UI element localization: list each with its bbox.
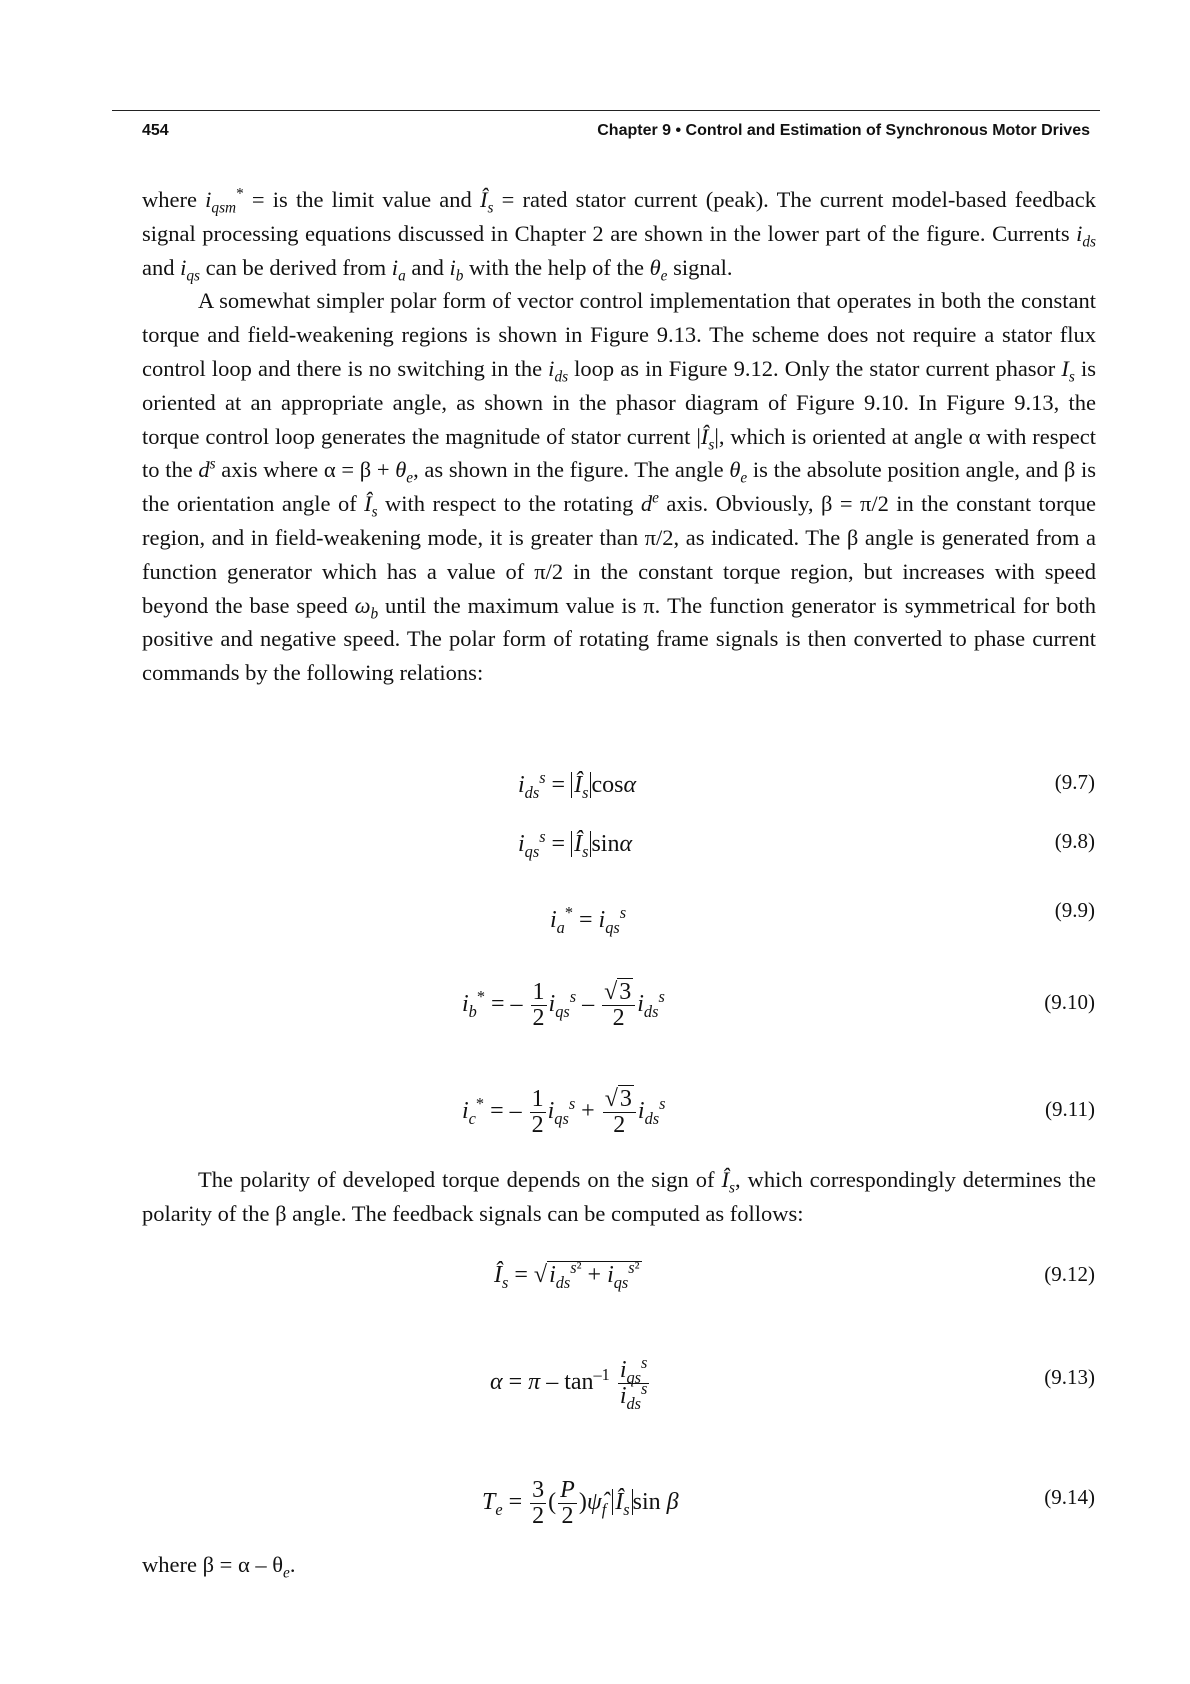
header-rule [112,110,1100,111]
equation-number: (9.8) [1054,829,1095,853]
paragraph-3: The polarity of developed torque depends on the sign of $Î_s$, which correspondingly determines the polarity of the β angle. The feedback signals can be computed as follows: [142,1167,1096,1226]
equation-number: (9.7) [1054,770,1095,794]
body-text-middle [142,1163,1096,1231]
paragraph-1: where $i_{qsm}^*$ = is the limit value and $Î_s$ = rated stator current (peak). The current model-based feedback signal processing equations discussed in Chapter 2 are shown in the lower part of the figure. Currents $i_{ds}$ and $i_{qs}$ can be derived from $i_a$ and $i_b$ with the help of the $\theta_e$ signal. [142,185,1096,285]
page-number: 454 [142,122,169,139]
body-text-top [142,183,1096,690]
body-text-bottom [142,1548,1096,1582]
paragraph-4: where $\beta = \alpha - \theta_e$. [142,1552,296,1582]
chapter-title: Chapter 9 • Control and Estimation of Synchronous Motor Drives [597,122,1090,139]
paragraph-2: A somewhat simpler polar form of vector control implementation that operates in both the constant torque and field-weakening regions is shown in Figure 9.13. The scheme does not require a stator flux control loop and there is no switching in the $i_{ds}$ loop as in Figure 9.12. Only the stator current phasor $I_s$ is oriented at an appropriate angle, as shown in the phasor diagram of Figure 9.10. In Figure 9.13, the torque control loop generates the magnitude of stator current $|Î_s|$, which is oriented at angle α with respect to the $d^s$ axis where $\alpha = \beta + \theta_e$, as shown in the figure. The angle $\theta_e$ is the absolute position angle, and β is the orientation angle of $Î_s$ with respect to the rotating $d^e$ axis. Obviously, β = π/2 in the constant torque region, and in field-weakening mode, it is greater than π/2, as indicated. The β angle is generated from a function generator which has a value of π/2 in the constant torque region, but increases with speed beyond the base speed $\omega_b$ until the maximum value is π. The function generator is symmetrical for both positive and negative speed. The polar form of rotating frame signals is then converted to phase current commands by the following relations: [142,288,1096,686]
equation-9-14: $T_e$ = $\frac{3}{2}$ ( $\frac{P}{2}$ )$\psî_f$ $Î_s$ sin β [482,1477,679,1530]
equation-9-7: $i_{ds}^s$ = $Î_s$ cosα [518,768,637,802]
equation-number: (9.14) [1044,1485,1095,1509]
equation-9-11: $i_c^*$ = – $\frac{1}{2}$ $i_{qs}^s$ + $\frac{√3}{2}$ $i_{ds}^s$ [462,1086,666,1139]
equation-9-12: $Î_s = √i_{ds}^{s^2} + i_{qs}^{s^2}$ [494,1258,640,1292]
equation-9-10: $i_b^*$ = – $\frac{1}{2}$ $i_{qs}^s$ – $\frac{√3}{2}$ $i_{ds}^s$ [462,979,665,1032]
equation-9-13: $\alpha = \pi - \tan^{-1}$ $\frac{i_{qs}^s}{i_{ds}^s}$ [490,1353,648,1413]
equation-9-8: $i_{qs}^s$ = $Î_s$ sinα [518,827,633,861]
equation-9-9: $i_a^* = i_{qs}^s$ [550,903,627,937]
equation-number: (9.11) [1045,1097,1095,1121]
equation-number: (9.12) [1044,1262,1095,1286]
equation-number: (9.13) [1044,1365,1095,1389]
equation-number: (9.10) [1044,990,1095,1014]
equation-number: (9.9) [1054,898,1095,922]
